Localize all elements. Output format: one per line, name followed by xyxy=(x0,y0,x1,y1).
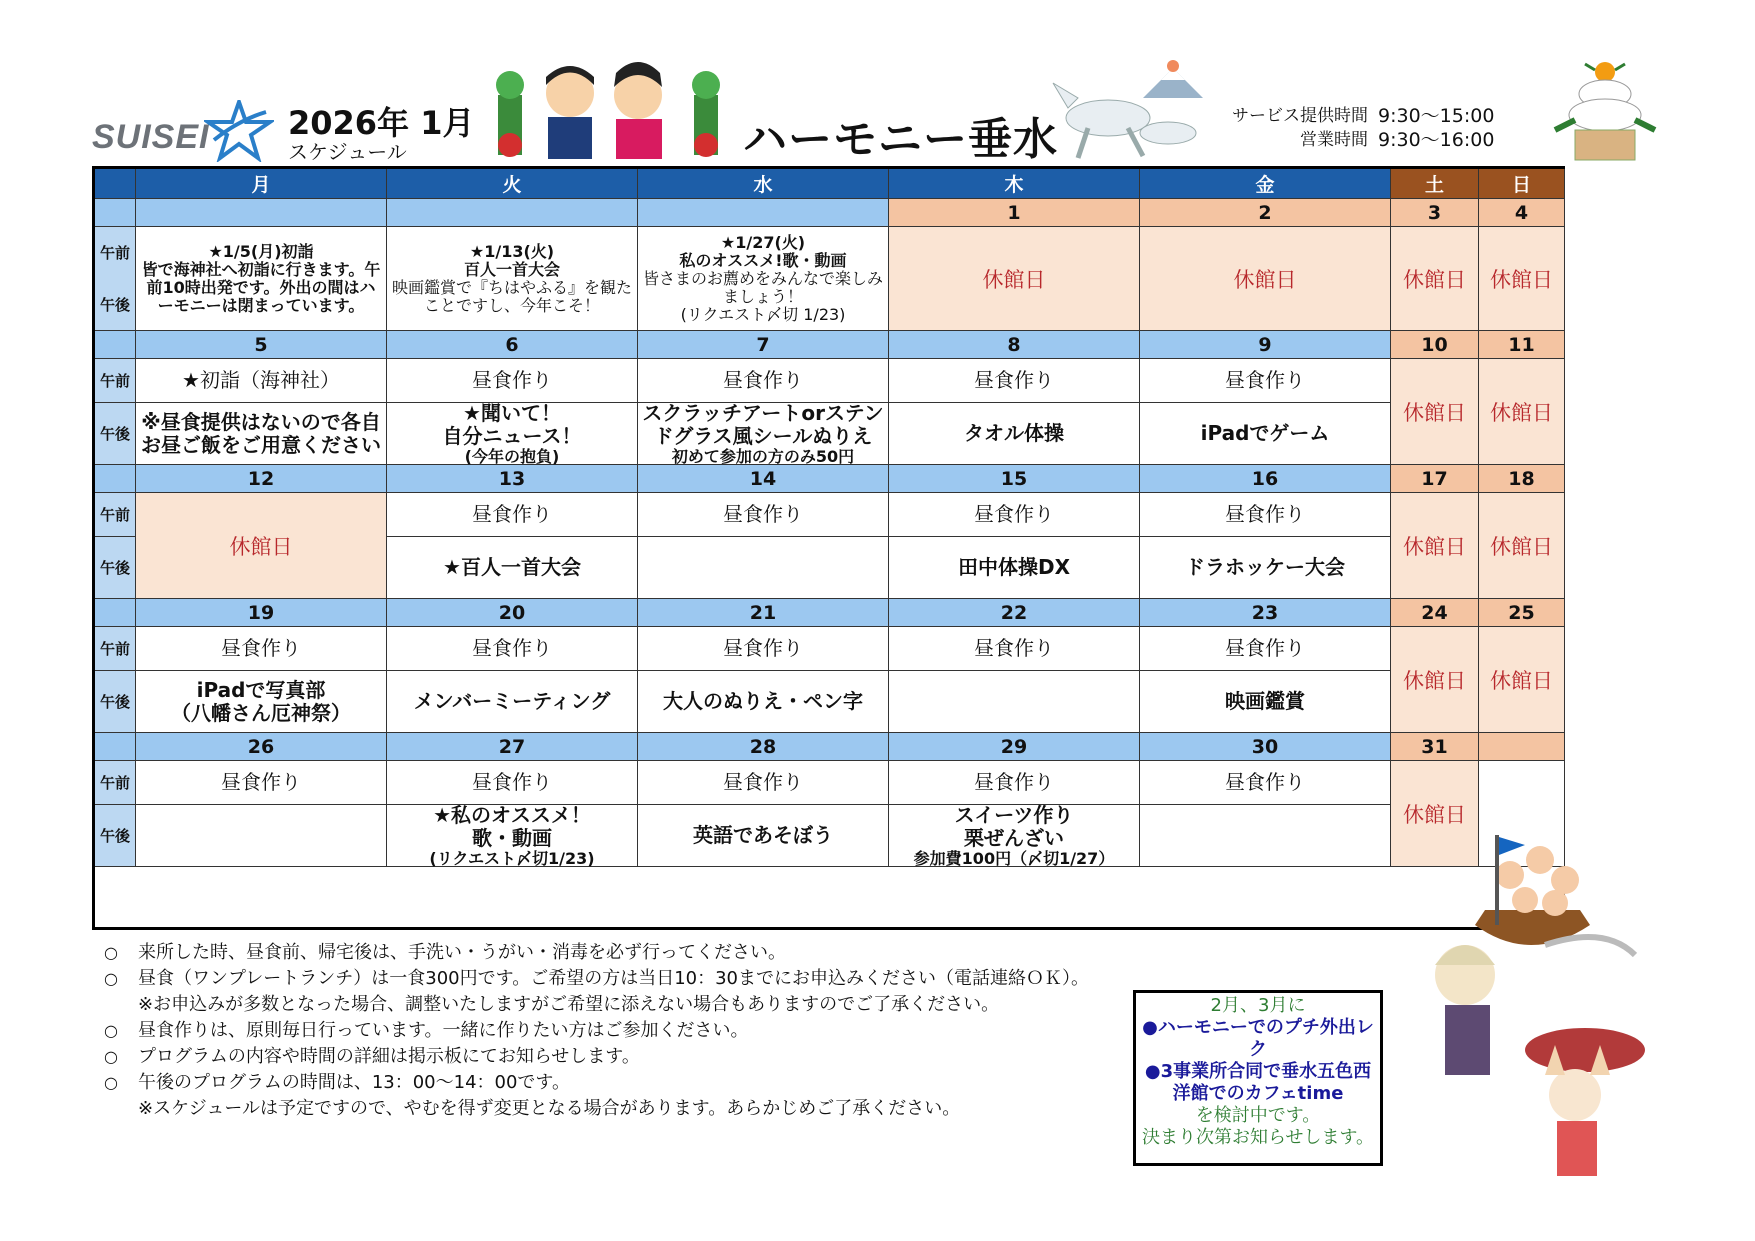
date-cell: 25 xyxy=(1479,599,1565,627)
date-cell: 10 xyxy=(1391,331,1479,359)
activity-text: ★私のオススメ！ xyxy=(433,802,591,827)
weekday-header-2: 水 xyxy=(638,169,889,199)
cell-content xyxy=(171,679,351,725)
cell-content xyxy=(641,234,885,324)
activity-text: タオル体操 xyxy=(964,421,1064,445)
date-cell: 31 xyxy=(1391,733,1479,761)
cell-content xyxy=(429,804,594,868)
pm-activity xyxy=(889,671,1140,733)
am-activity: 昼食作り xyxy=(638,627,889,671)
activity-text: 皆で海神社へ初詣に行きます。午前10時出発です。外出の間はハーモニーは閉まっています。 xyxy=(141,259,381,315)
am-activity: 昼食作り xyxy=(638,359,889,403)
note-program: プログラムの内容や時間の詳細は掲示板にてお知らせします。 xyxy=(138,1046,640,1067)
event-cell-wed xyxy=(638,227,889,331)
pm-activity xyxy=(638,671,889,733)
closed-cell: 休館日 xyxy=(1479,227,1565,331)
cell-content xyxy=(642,402,883,466)
date-cell: 9 xyxy=(1140,331,1391,359)
am-activity: 昼食作り xyxy=(387,359,638,403)
am-activity: 昼食作り xyxy=(638,761,889,805)
ampm-labels xyxy=(95,227,136,331)
promo-box xyxy=(1133,990,1383,1166)
pm-activity xyxy=(387,400,638,466)
date-cell: 12 xyxy=(136,465,387,493)
cell-content xyxy=(1225,690,1305,713)
pm-activity xyxy=(638,400,889,466)
activity-text: 大人のぬりえ・ペン字 xyxy=(663,689,863,713)
pm-label: 午後 xyxy=(95,403,136,465)
service-hours-value: 9:30〜15:00 xyxy=(1378,105,1495,127)
cell-content xyxy=(139,243,383,315)
cell-content xyxy=(958,556,1070,579)
pm-activity xyxy=(1140,671,1391,733)
weekday-header-3: 木 xyxy=(889,169,1140,199)
cell-content xyxy=(693,824,833,847)
note-bullet: ○ xyxy=(104,1021,118,1040)
pm-label: 午後 xyxy=(95,537,136,599)
closed-cell: 休館日 xyxy=(1479,627,1565,733)
notes xyxy=(104,940,1089,1122)
closed-cell: 休館日 xyxy=(889,227,1140,331)
corner-header xyxy=(95,169,136,199)
am-activity: 昼食作り xyxy=(889,359,1140,403)
activity-text: メンバーミーティング xyxy=(413,689,611,713)
am-activity: 昼食作り xyxy=(387,493,638,537)
date-cell: 5 xyxy=(136,331,387,359)
activity-text: ※昼食提供はないので各自 xyxy=(141,409,381,434)
service-hours-label: サービス提供時間 xyxy=(1232,106,1368,126)
date-cell: 3 xyxy=(1391,199,1479,227)
cell-content xyxy=(414,690,611,713)
pm-activity xyxy=(889,403,1140,465)
date-cell: 19 xyxy=(136,599,387,627)
pm-activity xyxy=(387,802,638,868)
date-cell: 17 xyxy=(1391,465,1479,493)
date-cell xyxy=(387,199,638,227)
schedule-subtitle: スケジュール xyxy=(288,140,407,164)
activity-text: 自分ニュース！ xyxy=(442,423,582,448)
date-row-label xyxy=(95,199,136,227)
date-cell: 30 xyxy=(1140,733,1391,761)
note-hygiene: 来所した時、昼食前、帰宅後は、手洗い・うがい・消毒を必ず行ってください。 xyxy=(138,942,786,963)
date-cell: 28 xyxy=(638,733,889,761)
pm-activity xyxy=(387,537,638,599)
date-row-label xyxy=(95,331,136,359)
date-cell: 13 xyxy=(387,465,638,493)
activity-text: 皆さまのお薦めをみんなで楽しみましょう！ xyxy=(642,268,883,306)
am-activity: 昼食作り xyxy=(1140,359,1391,403)
activity-text: 初めて参加の方のみ50円 xyxy=(671,446,855,466)
am-label: 午前 xyxy=(95,493,136,537)
date-cell: 23 xyxy=(1140,599,1391,627)
date-row-label xyxy=(95,733,136,761)
closed-cell: 休館日 xyxy=(1479,493,1565,599)
pm-activity xyxy=(889,802,1140,868)
cell-content xyxy=(141,411,381,457)
closed-cell: 休館日 xyxy=(1391,761,1479,867)
activity-text: ★1/5(月)初詣 xyxy=(208,241,314,261)
suisei-logo xyxy=(92,100,277,160)
am-activity: 昼食作り xyxy=(889,627,1140,671)
am-activity: 昼食作り xyxy=(387,627,638,671)
activity-text: iPadでゲーム xyxy=(1200,421,1330,445)
activity-text: 映画鑑賞 xyxy=(1225,689,1305,713)
page-title: ハーモニー垂水 xyxy=(743,114,1058,165)
closed-cell: 休館日 xyxy=(1391,627,1479,733)
event-cell-tue xyxy=(387,227,638,331)
pm-activity xyxy=(889,537,1140,599)
business-hours-value: 9:30〜16:00 xyxy=(1378,129,1495,151)
cell-content xyxy=(1201,422,1330,445)
activity-text: 英語であそぼう xyxy=(693,823,833,847)
year-month: 2026年 1月 xyxy=(288,104,475,142)
weekday-header-1: 火 xyxy=(387,169,638,199)
pm-activity xyxy=(638,537,889,599)
activity-text: (今年の抱負) xyxy=(464,446,560,466)
date-cell: 26 xyxy=(136,733,387,761)
business-hours-label: 営業時間 xyxy=(1300,130,1368,150)
am-activity: ★初詣（海神社） xyxy=(136,359,387,403)
date-row-label xyxy=(95,599,136,627)
pm-label: 午後 xyxy=(99,295,130,314)
cell-content xyxy=(443,556,581,579)
logo-text: SUISEI xyxy=(92,118,210,156)
promo-line-5: 決まり次第お知らせします。 xyxy=(1141,1127,1375,1148)
note-lunch-sub: ※お申込みが多数となった場合、調整いたしますがご希望に添えない場合もありますのでご了承ください。 xyxy=(138,994,1000,1015)
date-cell xyxy=(1479,733,1565,761)
date-cell: 8 xyxy=(889,331,1140,359)
event-cell-mon xyxy=(136,227,387,331)
date-cell: 22 xyxy=(889,599,1140,627)
date-cell: 21 xyxy=(638,599,889,627)
weekday-header-4: 金 xyxy=(1140,169,1391,199)
date-cell: 6 xyxy=(387,331,638,359)
date-cell: 20 xyxy=(387,599,638,627)
note-pm-time: 午後のプログラムの時間は、13：00〜14：00です。 xyxy=(138,1072,570,1093)
promo-line-3: ●3事業所合同で垂水五色西洋館でのカフェtime xyxy=(1144,1061,1372,1104)
cell-content xyxy=(914,804,1115,868)
weekday-header-6: 日 xyxy=(1479,169,1565,199)
date-cell: 29 xyxy=(889,733,1140,761)
am-activity: 昼食作り xyxy=(889,493,1140,537)
activity-text: お昼ご飯をご用意ください xyxy=(141,432,381,457)
pm-activity xyxy=(638,805,889,867)
pm-activity xyxy=(1140,403,1391,465)
note-bullet: ○ xyxy=(104,969,118,988)
activity-text: ★1/27(火) xyxy=(720,232,806,252)
date-cell xyxy=(136,199,387,227)
am-label: 午前 xyxy=(99,244,130,263)
activity-text: スクラッチアートorステン xyxy=(642,400,884,425)
am-activity: 昼食作り xyxy=(889,761,1140,805)
am-activity: 昼食作り xyxy=(136,627,387,671)
cell-content xyxy=(663,690,863,713)
activity-text: 百人一首大会 xyxy=(463,259,560,279)
activity-text: ★1/13(火) xyxy=(469,241,555,261)
cell-content xyxy=(1185,556,1345,579)
date-cell: 24 xyxy=(1391,599,1479,627)
date-row-label xyxy=(95,465,136,493)
pm-activity xyxy=(136,805,387,867)
note-bullet: ○ xyxy=(104,943,118,962)
characters-illustration xyxy=(1395,925,1675,1185)
closed-cell: 休館日 xyxy=(1479,359,1565,465)
new-year-kids-illustration xyxy=(488,55,728,163)
date-cell: 7 xyxy=(638,331,889,359)
cell-content xyxy=(964,422,1064,445)
am-activity: 昼食作り xyxy=(1140,627,1391,671)
horse-illustration xyxy=(1048,58,1223,168)
activity-text: ドグラス風シールぬりえ xyxy=(653,423,873,448)
activity-text: 参加費100円（〆切1/27） xyxy=(913,848,1115,868)
activity-text: 歌・動画 xyxy=(471,825,552,850)
closed-cell: 休館日 xyxy=(1391,227,1479,331)
opening-hours xyxy=(1232,104,1503,152)
closed-cell: 休館日 xyxy=(1391,359,1479,465)
pm-activity xyxy=(387,671,638,733)
am-label: 午前 xyxy=(95,761,136,805)
date-cell: 1 xyxy=(889,199,1140,227)
weekday-header-0: 月 xyxy=(136,169,387,199)
star-logo-icon xyxy=(204,100,274,162)
promo-line-1: 2月、3月に xyxy=(1210,995,1306,1016)
am-activity: 昼食作り xyxy=(638,493,889,537)
date-cell: 27 xyxy=(387,733,638,761)
activity-text: ドラホッケー大会 xyxy=(1185,555,1345,579)
promo-line-2: ●ハーモニーでのプチ外出レク xyxy=(1142,1017,1374,1060)
activity-text: ★聞いて！ xyxy=(463,400,561,425)
kagami-mochi-illustration xyxy=(1545,60,1665,165)
pm-label: 午後 xyxy=(95,671,136,733)
activity-text: スイーツ作り xyxy=(954,802,1074,827)
date-cell: 4 xyxy=(1479,199,1565,227)
weekday-header-5: 土 xyxy=(1391,169,1479,199)
date-cell xyxy=(638,199,889,227)
closed-cell: 休館日 xyxy=(1391,493,1479,599)
activity-text: （八幡さん厄神祭） xyxy=(171,700,351,725)
date-cell: 14 xyxy=(638,465,889,493)
activity-text: 栗ぜんざい xyxy=(964,825,1064,850)
date-cell: 16 xyxy=(1140,465,1391,493)
activity-text: (リクエスト〆切 1/23) xyxy=(680,304,846,324)
am-label: 午前 xyxy=(95,359,136,403)
pm-activity xyxy=(136,403,387,465)
date-cell: 18 xyxy=(1479,465,1565,493)
am-activity: 昼食作り xyxy=(1140,761,1391,805)
am-activity: 昼食作り xyxy=(136,761,387,805)
activity-text: (リクエスト〆切1/23) xyxy=(429,848,595,868)
note-cooking: 昼食作りは、原則毎日行っています。一緒に作りたい方はご参加ください。 xyxy=(138,1020,749,1041)
date-cell: 11 xyxy=(1479,331,1565,359)
activity-text: ★百人一首大会 xyxy=(443,555,581,579)
activity-text: 映画鑑賞で『ちはやふる』を観たことですし、今年こそ！ xyxy=(391,277,632,315)
am-activity: 昼食作り xyxy=(1140,493,1391,537)
activity-text: iPadで写真部 xyxy=(196,677,326,702)
date-cell: 15 xyxy=(889,465,1140,493)
am-activity: 昼食作り xyxy=(387,761,638,805)
pm-activity xyxy=(1140,805,1391,867)
am-label: 午前 xyxy=(95,627,136,671)
note-schedule-sub: ※スケジュールは予定ですので、やむを得ず変更となる場合があります。あらかじめご了承ください。 xyxy=(138,1098,961,1119)
schedule-calendar xyxy=(92,166,1565,930)
cell-content xyxy=(390,243,634,315)
activity-text: 田中体操DX xyxy=(957,555,1071,579)
pm-label: 午後 xyxy=(95,805,136,867)
pm-activity xyxy=(136,671,387,733)
note-bullet: ○ xyxy=(104,1047,118,1066)
activity-text: 私のオススメ!歌・動画 xyxy=(679,250,847,270)
note-lunch: 昼食（ワンプレートランチ）は一食300円です。ご希望の方は当日10：30までにお申込みください（電話連絡ＯＫ）。 xyxy=(138,968,1089,989)
pm-activity xyxy=(1140,537,1391,599)
promo-line-4: を検討中です。 xyxy=(1195,1105,1321,1126)
date-cell: 2 xyxy=(1140,199,1391,227)
closed-cell: 休館日 xyxy=(136,493,387,599)
note-bullet: ○ xyxy=(104,1073,118,1092)
cell-content xyxy=(443,402,582,466)
closed-cell: 休館日 xyxy=(1140,227,1391,331)
